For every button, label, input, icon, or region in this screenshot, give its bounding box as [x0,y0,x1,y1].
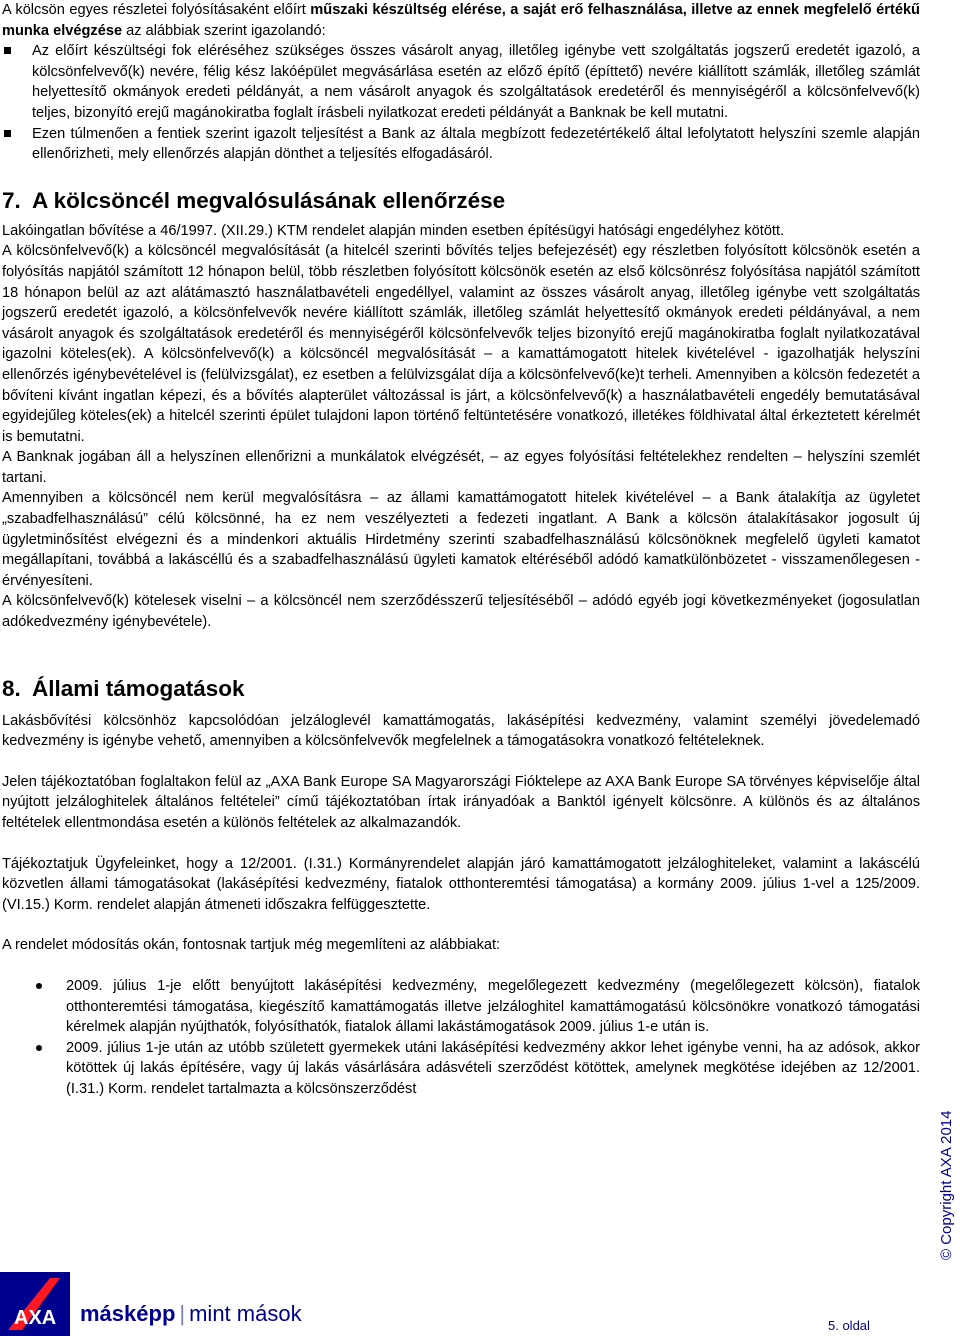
section-number: 7. [2,187,21,213]
slogan-part-2: mint mások [189,1301,302,1326]
copyright-notice: © Copyright AXA 2014 [938,1110,955,1260]
intro-text-2: az alábbiak szerint igazolandó: [122,22,326,39]
list-item-text: Az előírt készültségi fok eléréséhez szükséges összes vásárolt anyag, illetőleg igénybe vett szolgáltatás jogszerű eredetét igazoló, a kölcsönfelvevő(k) nevére, félig kész lakóépület megvásárlása esetén az előző építő (építtető) nevére kiállított számlák, illetőleg számlát helyettesítő okmányok eredeti példányát, a nem vásárolt anyagok és szolgáltatások eredetéről és mennyiségéről a kölcsönfelvevő(k) teljes, bizonyító erejű magánokiratba foglalt írásbeli nyilatkozat eredeti példányát a Banknak be kell mutatni. [32,43,920,121]
section-title: A kölcsöncél megvalósulásának ellenőrzése [32,187,506,213]
dot-bullet-icon [36,983,42,989]
list-item-text: 2009. július 1-je után az utóbb született gyermekek utáni lakásépítési kedvezmény akkor lehet igénybe venni, ha az adósok, akkor kötöttek új lakás építésére, vagy új lakás vásárlására adásvételi szerződést kötöttek, amelynek megkötése idejében az 12/2001. (I.31.) Korm. rendelet tartalmazta a kölcsönszerződést [66,1039,920,1097]
list-item [2,124,920,165]
section-number: 8. [2,675,21,701]
paragraph: A kölcsönfelvevő(k) a kölcsöncél megvalósítását (a hitelcél szerinti bővítés teljes befejezését) egy részletben folyósított kölcsönök esetén a folyósítás napjától számított 12 hónapon belül, több részletben folyósított kölcsönök esetén az első kölcsönrész folyósítása napjától számított 18 hónapon belül az azt alátámasztó használatbavételi engedéllyel, valamint az összes vásárolt anyag, illetőleg igénybe vett szolgáltatás jogszerű eredetét igazoló, a kölcsönfelvevők nevére kiállított számlák, illetőleg számlát helyettesítő okmányok eredeti példányával, a nem vásárolt anyagok és szolgáltatások eredetéről és mennyiségéről kölcsönfelvevők teljes bizonyító erejű magánokiratba foglalt nyilatkozatával igazolni köteles(ek). A kölcsönfelvevő(k) a kölcsöncél megvalósítását – a kamattámogatott hitelek kivételével - igazolhatják helyszíni ellenőrzés igénybevételével is (felülvizsgálat), ez esetben a felülvizsgálat díja a kölcsönfelvevő(ke)t terheli. Amennyiben a kölcsön fedezetét a bővíteni kívánt ingatlan képezi, és a bővítés alapterület változással is járt, a kölcsönfelvevő(k) a használatbavételi engedély bemutatásával egyidejűleg köteles(ek) a hitelcél szerinti épület tulajdoni lapon történő feltüntetésére vonatkozó, illetékes földhivatal által érkeztetett kérelmét is bemutatni. [2,243,920,445]
paragraph: Lakóingatlan bővítése a 46/1997. (XII.29.) KTM rendelet alapján minden esetben építésügyi hatósági engedélyhez kötött. [2,222,785,239]
paragraph: Amennyiben a kölcsöncél nem kerül megvalósításra – az állami kamattámogatott hitelek kivételével – a Bank átalakítja az ügyletet „szabadfelhasználású” célú kölcsönné, ha ez nem veszélyezteti a fedezeti ingatlant. A Bank a kölcsön átalakításakor jogosult új ügyletminősítést elvégezni és a mindenkori aktuális Hirdetmény szerinti szabadfelhasználású kölcsönöknek megfelelő ügyleti kamatot megállapítani, továbbá a lakáscéllú és a szabadfelhasználású ügyleti kamatok eltéréséből adódó kamatkülönbözetet - visszamenőlegesen - érvényesíteni. [2,490,920,589]
slogan-part-1: másképp [80,1301,176,1326]
requirements-list [2,41,920,165]
list-item [2,1038,920,1100]
page-number: 5. oldal [828,1318,870,1333]
section-7-heading [2,187,920,215]
slogan-separator: | [179,1301,186,1326]
state-support-list [2,976,920,1100]
list-item [2,976,920,1038]
intro-text-1: A kölcsön egyes részletei folyósításaként előírt [2,2,311,18]
list-item-text: 2009. július 1-je előtt benyújtott lakásépítési kedvezmény, megelőlegezett kedvezmény (megelőlegezett kölcsön), fiatalok otthonteremtési támogatása, kiegészítő kamattámogatás illetve jelzáloghitel kamattámogatású kölcsönökre vonatkozó támogatási kérelmek alapján nyújthatók, folyósíthatók, fiatalok állami lakástámogatások 2009. július 1-e után is. [66,977,920,1036]
list-item-text: Ezen túlmenően a fentiek szerint igazolt teljesítést a Bank az általa megbízott fedezetértékelő által lefolytatott helyszíni szemle alapján ellenőrizheti, mely ellenőrzés alapján dönthet a teljesítés elfogadásáról. [32,125,920,163]
paragraph: Jelen tájékoztatóban foglaltakon felül az „AXA Bank Europe SA Magyarországi Fióktelepe az AXA Bank Europe SA törvényes képviselője által nyújtott jelzáloghitelek általános feltételei” című tájékoztatóban írtak irányadóak a Banktól igényelt kölcsönre. A különös és az általános feltételek ellentmondása esetén a különös feltételek az alkalmazandók. [2,773,920,831]
paragraph: A kölcsönfelvevő(k) kötelesek viselni – a kölcsöncél nem szerződésszerű teljesítéséből – adódó egyéb jogi következményeket (jogosulatlan adókedvezmény igénybevétele). [2,593,920,631]
paragraph: Lakásbővítési kölcsönhöz kapcsolódóan jelzáloglevél kamattámogatás, lakásépítési kedvezmény, valamint személyi jövedelemadó kedvezmény is igénybe vehető, amennyiben a kölcsönfelvevők megfelelnek a támogatásokra vonatkozó feltételeknek. [2,712,920,750]
intro-bold-text: műszaki készültség elérése, a saját erő felhasználása, illetve az ennek megfelelő értékű munka elvégzése [2,2,920,39]
page-content [2,0,920,1100]
footer-slogan [80,1301,302,1327]
axa-logo-icon [0,1272,70,1336]
section-title: Állami támogatások [32,675,245,701]
dot-bullet-icon [36,1045,42,1051]
list-item [2,41,920,123]
section-8-heading [2,675,920,703]
axa-logo-text: AXA [14,1307,57,1329]
square-bullet-icon [4,47,11,54]
paragraph: A rendelet módosítás okán, fontosnak tartjuk még megemlíteni az alábbiakat: [2,937,501,954]
paragraph: A Banknak jogában áll a helyszínen ellenőrizni a munkálatok elvégzését, – az egyes folyósítási feltételekhez rendelten – helyszíni szemlét tartani. [2,449,920,486]
intro-paragraph [2,0,920,41]
paragraph: Tájékoztatjuk Ügyfeleinket, hogy a 12/2001. (I.31.) Kormányrendelet alapján járó kamattámogatott jelzáloghiteleket, valamint a lakáscélú közvetlen állami támogatásokat (lakásépítési kedvezmény, fiatalok otthonteremtési támogatása) a kormány 2009. július 1-vel a 125/2009. (VI.15.) Korm. rendelet alapján átmeneti időszakra felfüggesztette. [2,855,920,913]
square-bullet-icon [4,130,11,137]
